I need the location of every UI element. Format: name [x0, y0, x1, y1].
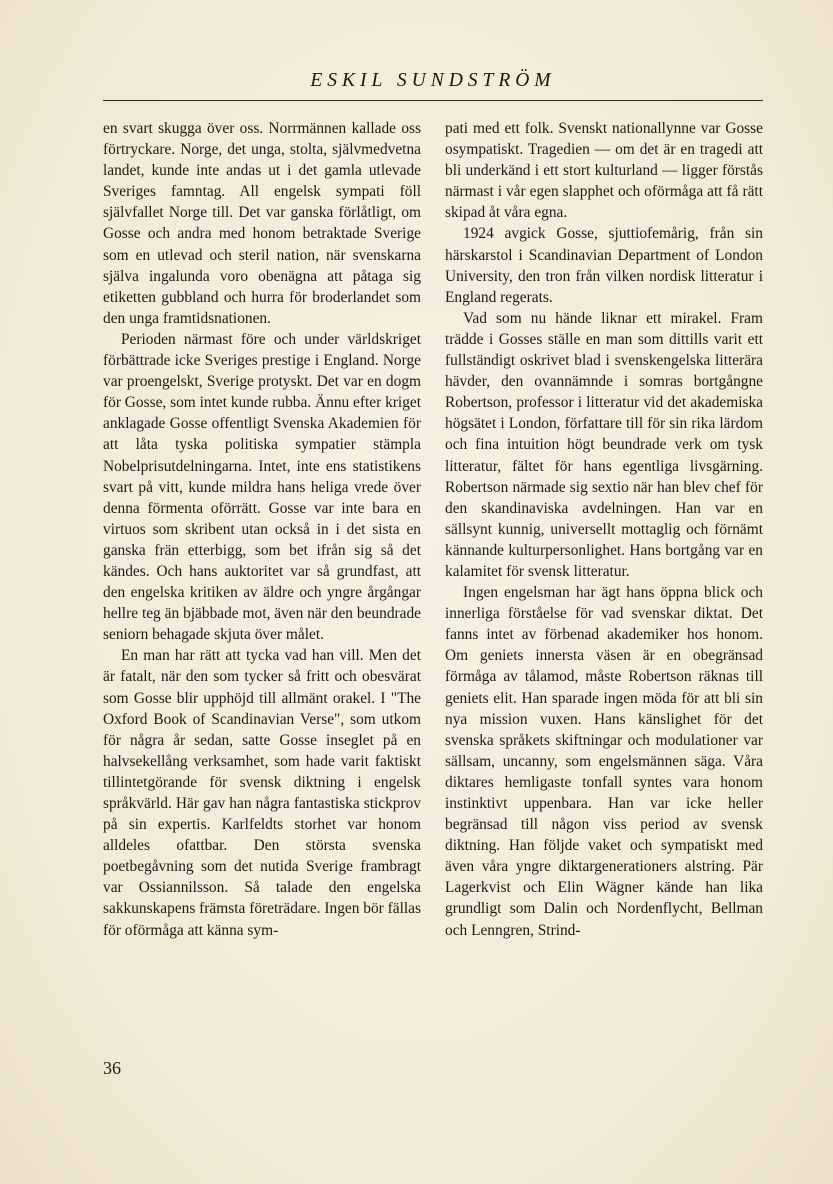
paragraph: Perioden närmast före och under världskriget förbättrade icke Sveriges prestige i England. Norge var proengelskt, Sverige protyskt. Det var en dogm för Gosse, som intet kunde rubba. Ännu efter kriget anklagade Gosse offentligt Svenska Akademien för att låta tyska politiska sympatier stämpla Nobelprisutdelningarna. Intet, inte ens statistikens svart på vitt, kunde mildra hans heliga vrede över denna förmenta oförrätt. Gosse var inte bara en virtuos som skribent utan också in i det sista en ganska frän etterbigg, som bet ifrån sig så det kändes. Och hans auktoritet var så grundfast, att den engelska kritiken av äldre och yngre årgångar hellre teg än bjäbbade mot, även när den beundrade seniorn behagade skjuta över målet. — [103, 330, 421, 644]
paragraph: en svart skugga över oss. Norrmännen kallade oss förtryckare. Norge, det unga, stolta, självmedvetna landet, kunde inte andas ut i det gamla utlevade Sveriges famntag. All engelsk sympati föll självfallet Norge till. Det var ganska förlåtligt, om Gosse och andra med honom betraktade Sverige som en utlevad och steril nation, när svenskarna själva ingalunda voro obenägna att påtaga sig etiketten gubbland och hurra för broderlandet som den unga framtidsnationen. — [103, 120, 421, 327]
paragraph: En man har rätt att tycka vad han vill. Men det är fatalt, när den som tycker så fritt och obesvärat som Gosse blir upphöjd till allmänt orakel. I "The Oxford Book of Scandinavian Verse", som utkom för några år sedan, satte Gosse inseglet på en halvsekellång verksamhet, som hade varit faktiskt tillintetgörande för svensk diktning i engelsk språkvärld. Här gav han några fantastiska stickprov på sin expertis. Karlfeldts storhet var honom alldeles ofattbar. Den största svenska poetbegåvning som det nutida Sverige frambragt var Ossiannilsson. Så talade den engelska sakkunskapens främsta företrädare. Ingen bör fällas för oförmåga att känna sym- — [103, 647, 421, 939]
paragraph: Vad som nu hände liknar ett mirakel. Fram trädde i Gosses ställe en man som dittills varit ett fullständigt oskrivet blad i svenskengelska litterära hävder, den ovannämnde i somras bortgångne Robertson, professor i litteratur vid det akademiska högsätet i London, författare till för sin rika lärdom och fina intuition högt beundrade verk om tysk litteratur, fältet för hans egentliga livsgärning. Robertson närmade sig sextio när han blev chef för den skandinaviska avdelningen. Han var en sällsynt kunnig, universellt mottaglig och förnämt kännande kulturpersonlighet. Hans bortgång var en kalamitet för svensk litteratur. — [445, 309, 763, 580]
left-column — [103, 118, 421, 941]
header-rule — [103, 100, 763, 101]
paragraph: Ingen engelsman har ägt hans öppna blick och innerliga förståelse för vad svenskar diktat. Det fanns intet av förbenad akademiker hos honom. Om geniets innersta väsen är en obegränsad förmåga av tålamod, måste Robertson räknas till geniets elit. Han sparade ingen möda för att bli sin nya mission vuxen. Hans känslighet för det svenska språkets skiftningar och modulationer var sällsam, uncanny, som engelsmännen säga. Våra diktares hemligaste tonfall syntes vara honom instinktivt uppenbara. Han var icke heller begränsad till någon viss period av svensk diktning. Han följde vaket och sympatiskt med även våra yngre diktargenerationers alstring. Pär Lagerkvist och Elin Wägner kände han lika grundligt som Dalin och Nordenflycht, Bellman och Lenngren, Strind- — [445, 584, 763, 939]
paragraph: pati med ett folk. Svenskt nationallynne var Gosse osympatiskt. Tragedien — om det är en tragedi att bli underkänd i ett stort kulturland — ligger förstås närmast i vår egen slapphet och oförmåga att få rätt skipad åt våra egna. — [445, 120, 763, 222]
page-number: 36 — [103, 1058, 121, 1078]
right-column — [445, 118, 763, 941]
paragraph: 1924 avgick Gosse, sjuttiofemårig, från sin härskarstol i Scandinavian Department of London University, den tron från vilken nordisk litteratur i England regerats. — [445, 225, 763, 306]
running-head: ESKIL SUNDSTRÖM — [310, 70, 556, 91]
